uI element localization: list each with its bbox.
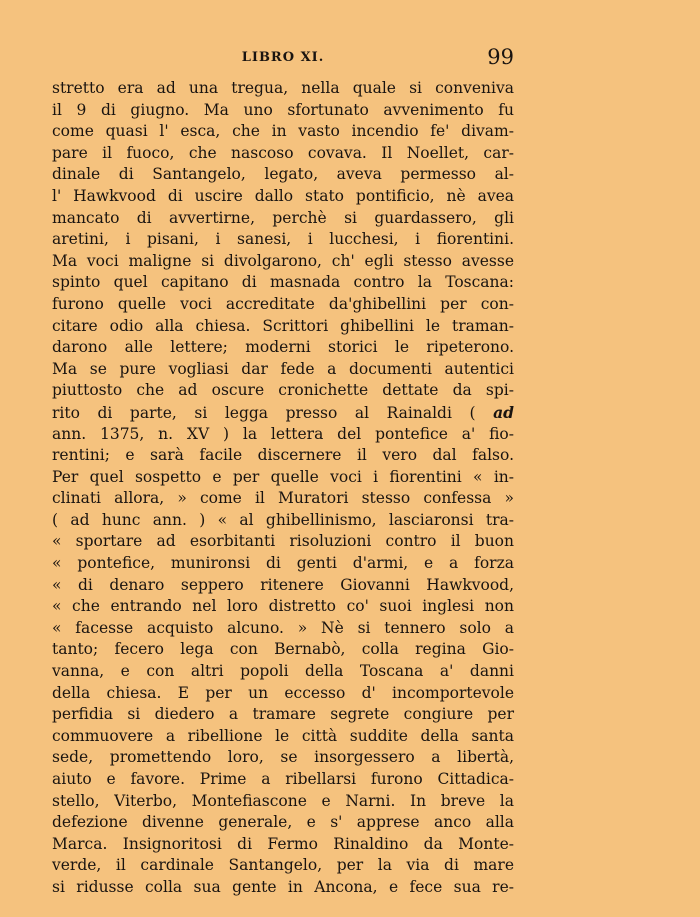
text-line: defezione divenne generale, e s' apprese anco alla bbox=[52, 813, 514, 832]
text-line: commuovere a ribellione le città suddite della santa bbox=[52, 726, 514, 745]
text-line: tanto; fecero lega con Bernabò, colla regina Gio- bbox=[52, 640, 514, 659]
page-header bbox=[52, 45, 514, 74]
text-line: furono quelle voci accreditate da'ghibellini per con- bbox=[52, 294, 514, 313]
text-line: citare odio alla chiesa. Scrittori ghibellini le traman- bbox=[52, 316, 514, 335]
text-line: verde, il cardinale Santangelo, per la via di mare bbox=[52, 856, 514, 875]
text-segment: rito di parte, si legga presso al Rainaldi ( bbox=[52, 403, 476, 422]
text-line: stello, Viterbo, Montefiascone e Narni. In breve la bbox=[52, 791, 514, 810]
text-line: « di denaro seppero ritenere Giovanni Hawkvood, bbox=[52, 575, 514, 594]
text-line: sede, promettendo loro, se insorgessero a libertà, bbox=[52, 748, 514, 767]
body-text bbox=[52, 78, 514, 899]
text-line: il 9 di giugno. Ma uno sfortunato avvenimento fu bbox=[52, 100, 514, 119]
text-line: mancato di avvertirne, perchè si guardassero, gli bbox=[52, 208, 514, 227]
text-line: ann. 1375, n. XV ) la lettera del pontefice a' fio- bbox=[52, 424, 514, 443]
text-line: pare il fuoco, che nascoso covava. Il Noellet, car- bbox=[52, 143, 514, 162]
text-line: clinati allora, » come il Muratori stesso confessa » bbox=[52, 489, 514, 508]
text-line: rentini; e sarà facile discernere il vero dal falso. bbox=[52, 446, 514, 465]
text-line: piuttosto che ad oscure cronichette dettate da spi- bbox=[52, 381, 514, 400]
text-line: vanna, e con altri popoli della Toscana a' danni bbox=[52, 662, 514, 681]
text-line: l' Hawkvood di uscire dallo stato pontificio, nè avea bbox=[52, 186, 514, 205]
text-line: Ma voci maligne si divolgarono, ch' egli stesso avesse bbox=[52, 251, 514, 270]
text-line: come quasi l' esca, che in vasto incendio fe' divam- bbox=[52, 122, 514, 141]
italic-ad: ad bbox=[493, 402, 514, 422]
text-line: si ridusse colla sua gente in Ancona, e fece sua re- bbox=[52, 877, 514, 896]
text-line: della chiesa. E per un eccesso d' incomportevole bbox=[52, 683, 514, 702]
text-line: dinale di Santangelo, legato, aveva permesso al- bbox=[52, 165, 514, 184]
page-number: 99 bbox=[487, 45, 514, 69]
text-line: ( ad hunc ann. ) « al ghibellinismo, lasciaronsi tra- bbox=[52, 510, 514, 529]
text-line: spinto quel capitano di masnada contro la Toscana: bbox=[52, 273, 514, 292]
text-line: stretto era ad una tregua, nella quale si conveniva bbox=[52, 79, 514, 97]
text-line: aretini, i pisani, i sanesi, i lucchesi, i fiorentini. bbox=[52, 230, 514, 249]
text-line: perfidia si diedero a tramare segrete congiure per bbox=[52, 705, 514, 724]
running-head: LIBRO XI. bbox=[241, 50, 325, 65]
text-line: Per quel sospetto e per quelle voci i fiorentini « in- bbox=[52, 467, 514, 486]
text-line: darono alle lettere; moderni storici le ripeterono. bbox=[52, 338, 514, 357]
text-line: « che entrando nel loro distretto co' suoi inglesi non bbox=[52, 597, 514, 616]
text-line: Marca. Insignoritosi di Fermo Rinaldino da Monte- bbox=[52, 834, 514, 853]
text-line-with-italic bbox=[52, 402, 514, 424]
text-line: aiuto e favore. Prime a ribellarsi furono Cittadica- bbox=[52, 770, 514, 788]
text-line: « sportare ad esorbitanti risoluzioni contro il buon bbox=[52, 532, 514, 551]
text-line: « facesse acquisto alcuno. » Nè si tennero solo a bbox=[52, 618, 514, 637]
text-line: Ma se pure vogliasi dar fede a documenti autentici bbox=[52, 359, 514, 378]
text-line: « pontefice, munironsi di genti d'armi, e a forza bbox=[52, 554, 514, 573]
